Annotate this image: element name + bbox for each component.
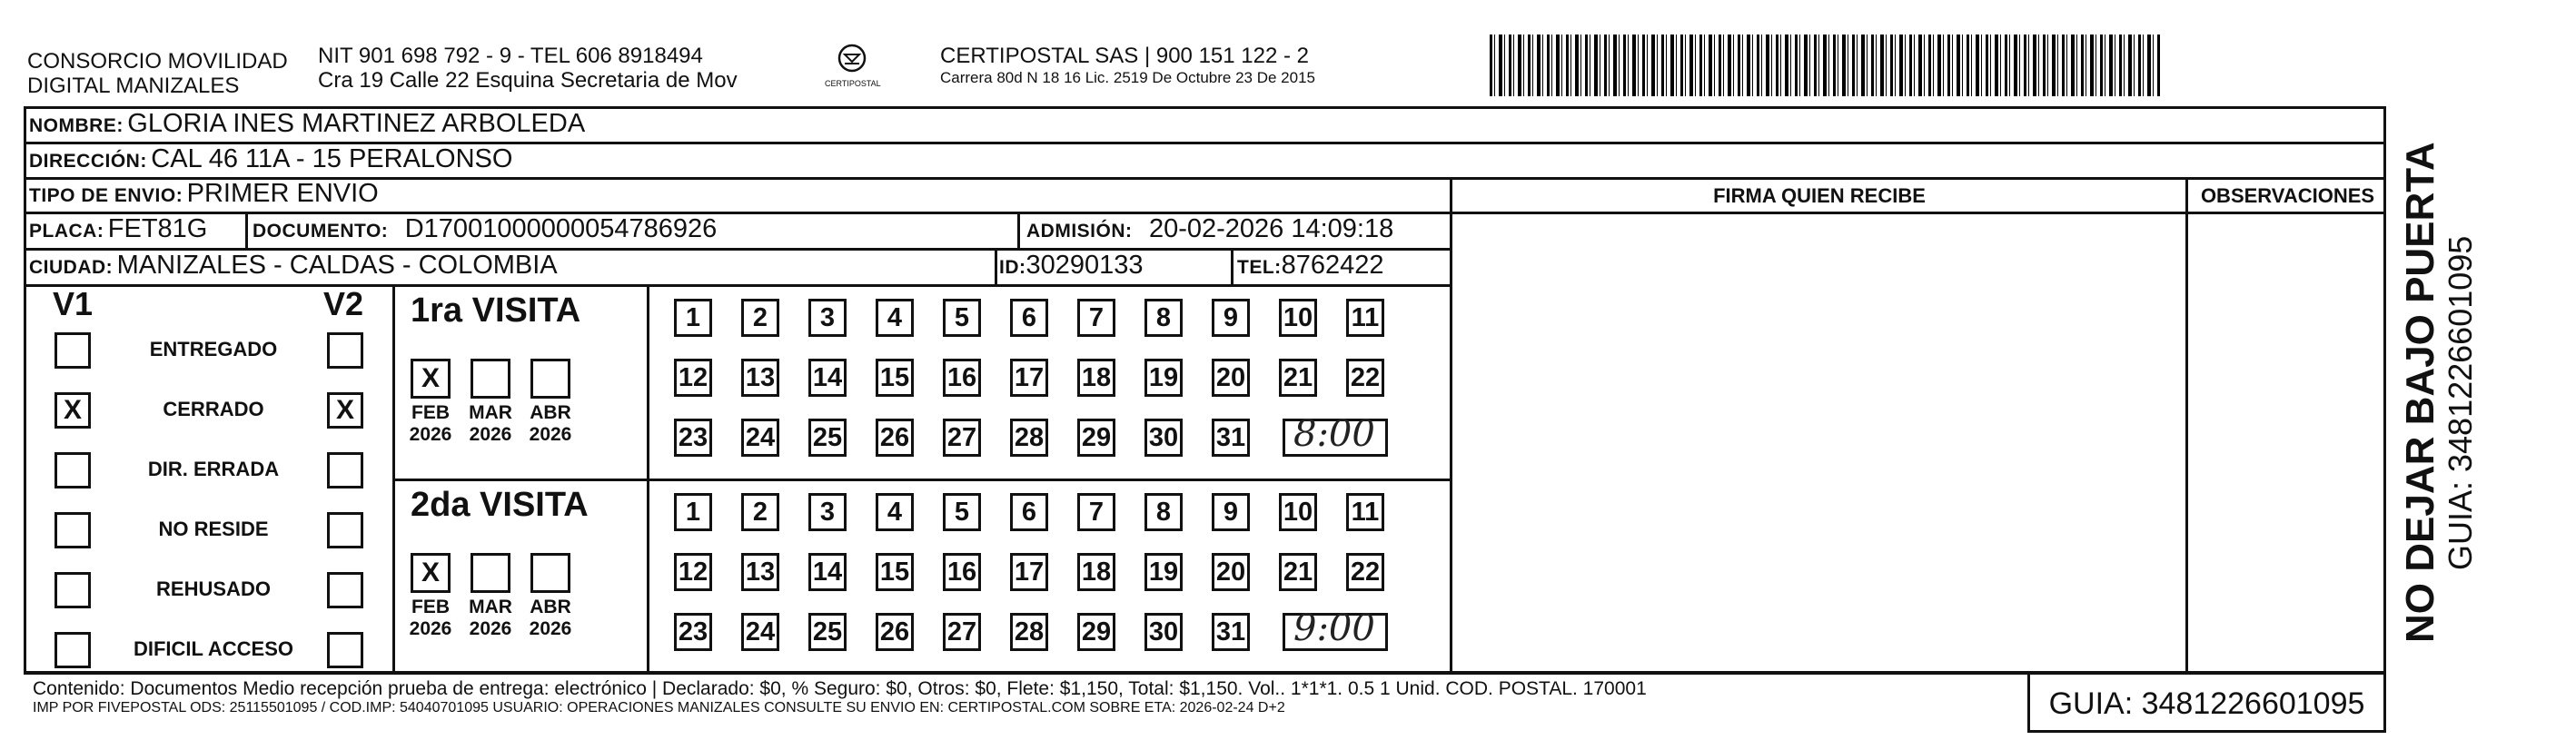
certipostal-logo: [825, 44, 879, 88]
day-box[interactable]: 27: [943, 613, 981, 651]
day-box[interactable]: 28: [1010, 419, 1048, 457]
divider: [1231, 248, 1234, 284]
day-box[interactable]: 20: [1212, 359, 1250, 397]
footer-text: [33, 678, 2013, 716]
day-box[interactable]: 29: [1077, 419, 1115, 457]
nit-line: NIT 901 698 792 - 9 - TEL 606 8918494: [318, 44, 703, 68]
status-label: ENTREGADO: [149, 338, 278, 360]
nombre-label: NOMBRE:: [29, 115, 124, 136]
handwritten-time: 8:00: [1293, 413, 1375, 455]
day-box[interactable]: 31: [1212, 419, 1250, 457]
footer-line1: Contenido: Documentos Medio recepción prueba de entrega: electrónico | Declarado: $0, % Seguro: $0, Otros: $0, Flete: $1,150, Total: $1,150. Vol.. 1*1*1. 0.5 1 Unid. COD. POSTAL. 170001: [33, 678, 1647, 699]
direccion-value: CAL 46 11A - 15 PERALONSO: [151, 144, 513, 173]
side-guia: GUIA: 3481226601095: [2442, 235, 2479, 570]
day-box[interactable]: 7: [1077, 299, 1115, 337]
firma-header: FIRMA QUIEN RECIBE: [1713, 184, 1926, 207]
divider: [2185, 177, 2188, 675]
day-box[interactable]: 28: [1010, 613, 1048, 651]
day-box[interactable]: 23: [674, 419, 712, 457]
day-box[interactable]: 8: [1144, 299, 1183, 337]
day-box[interactable]: 21: [1279, 553, 1317, 591]
day-box[interactable]: 3: [808, 493, 847, 531]
divider: [1450, 177, 1452, 675]
nombre-value: GLORIA INES MARTINEZ ARBOLEDA: [127, 109, 586, 138]
address-line: Cra 19 Calle 22 Esquina Secretaria de Mov: [318, 68, 738, 93]
status-label: REHUSADO: [156, 577, 271, 600]
v1-checkbox[interactable]: [54, 332, 91, 369]
ciudad-field: [29, 251, 558, 281]
divider: [392, 479, 1450, 481]
placa-field: [29, 214, 207, 244]
month-label: FEB: [411, 402, 450, 423]
day-box[interactable]: 4: [876, 299, 914, 337]
org-line2: DIGITAL MANIZALES: [27, 74, 240, 98]
org-name: [27, 49, 288, 98]
v2-checkbox[interactable]: [327, 332, 363, 369]
month-checkbox[interactable]: [471, 553, 510, 593]
side-warning: NO DEJAR BAJO PUERTA: [2398, 142, 2442, 643]
day-box[interactable]: 10: [1279, 299, 1317, 337]
v1-checkbox[interactable]: X: [54, 392, 91, 429]
month-checkbox[interactable]: [530, 553, 570, 593]
day-box[interactable]: 2: [741, 493, 779, 531]
day-box[interactable]: 8: [1144, 493, 1183, 531]
month-label: FEB: [411, 597, 450, 617]
v1-checkbox[interactable]: [54, 512, 91, 548]
day-box[interactable]: 22: [1346, 359, 1384, 397]
day-box[interactable]: 10: [1279, 493, 1317, 531]
day-box[interactable]: 24: [741, 613, 779, 651]
day-box[interactable]: 30: [1144, 613, 1183, 651]
documento-label: DOCUMENTO:: [253, 221, 389, 242]
month-checkbox[interactable]: X: [411, 553, 451, 593]
org-contact: [318, 44, 738, 93]
tipo-row: [29, 179, 379, 209]
day-box[interactable]: 30: [1144, 419, 1183, 457]
day-box[interactable]: 9: [1212, 299, 1250, 337]
id-label: ID:: [999, 257, 1026, 278]
certipostal-logo-icon: [834, 44, 870, 74]
day-box[interactable]: 14: [808, 553, 847, 591]
month-year: 2026: [409, 424, 452, 445]
admision-value: 20-02-2026 14:09:18: [1148, 214, 1394, 243]
day-box[interactable]: 16: [943, 359, 981, 397]
day-box[interactable]: 25: [808, 419, 847, 457]
v1-checkbox[interactable]: [54, 452, 91, 488]
day-box[interactable]: 9: [1212, 493, 1250, 531]
org-line1: CONSORCIO MOVILIDAD: [27, 49, 288, 74]
v2-checkbox[interactable]: [327, 452, 363, 488]
day-box[interactable]: 27: [943, 419, 981, 457]
month-checkbox[interactable]: [471, 359, 510, 399]
month-label: MAR: [469, 597, 512, 617]
day-box[interactable]: 11: [1346, 493, 1384, 531]
day-box[interactable]: 17: [1010, 553, 1048, 591]
day-box[interactable]: 4: [876, 493, 914, 531]
observaciones-header: OBSERVACIONES: [2200, 184, 2375, 207]
day-box[interactable]: 16: [943, 553, 981, 591]
nombre-row: [29, 109, 585, 139]
day-box[interactable]: 1: [674, 299, 712, 337]
divider: [392, 284, 395, 671]
v1-header: V1: [53, 285, 94, 322]
month-year: 2026: [529, 618, 572, 639]
tel-field: [1237, 251, 1384, 281]
day-box[interactable]: 15: [876, 359, 914, 397]
v2-checkbox[interactable]: [327, 632, 363, 668]
divider: [1450, 212, 2386, 214]
divider: [1017, 212, 1020, 248]
tel-label: TEL:: [1237, 257, 1282, 278]
day-box[interactable]: 19: [1144, 553, 1183, 591]
guia-footer: GUIA: 3481226601095: [2048, 686, 2365, 721]
day-box[interactable]: 20: [1212, 553, 1250, 591]
ciudad-value: MANIZALES - CALDAS - COLOMBIA: [116, 251, 558, 280]
direccion-row: [29, 144, 512, 174]
divider: [24, 284, 1450, 287]
visit-title: 2da VISITA: [411, 486, 589, 524]
day-box[interactable]: 19: [1144, 359, 1183, 397]
status-label: CERRADO: [163, 398, 264, 420]
v2-checkbox[interactable]: X: [327, 392, 363, 429]
tipo-value: PRIMER ENVIO: [186, 179, 379, 208]
v2-header: V2: [323, 285, 364, 322]
day-box[interactable]: 15: [876, 553, 914, 591]
v2-checkbox[interactable]: [327, 512, 363, 548]
day-box[interactable]: 26: [876, 419, 914, 457]
v1-checkbox[interactable]: [54, 632, 91, 668]
day-box[interactable]: 14: [808, 359, 847, 397]
certipostal-logo-text: CERTIPOSTAL: [825, 79, 881, 88]
day-box[interactable]: 3: [808, 299, 847, 337]
day-box[interactable]: 17: [1010, 359, 1048, 397]
certi-line1: CERTIPOSTAL SAS | 900 151 122 - 2: [940, 44, 1309, 68]
placa-label: PLACA:: [29, 221, 104, 242]
day-box[interactable]: 5: [943, 299, 981, 337]
documento-value: D17001000000054786926: [404, 214, 718, 243]
month-year: 2026: [529, 424, 572, 445]
day-box[interactable]: 18: [1077, 359, 1115, 397]
id-value: 30290133: [1025, 251, 1144, 280]
divider: [245, 212, 248, 248]
day-box[interactable]: 13: [741, 359, 779, 397]
status-label: DIR. ERRADA: [147, 458, 280, 480]
month-label: ABR: [530, 402, 571, 423]
ciudad-label: CIUDAD:: [29, 257, 114, 278]
direccion-label: DIRECCIÓN:: [29, 151, 147, 172]
day-box[interactable]: 2: [741, 299, 779, 337]
documento-field: [253, 214, 717, 244]
footer-line2: IMP POR FIVEPOSTAL ODS: 25115501095 / COD.IMP: 54040701095 USUARIO: OPERACIONES MANIZALES CONSULTE SU ENVIO EN: CERTIPOSTAL.COM SOBRE ETA: 2026-02-24 D+2: [33, 700, 1285, 715]
day-box[interactable]: 18: [1077, 553, 1115, 591]
day-box[interactable]: 13: [741, 553, 779, 591]
admision-field: [1026, 214, 1393, 244]
barcode: [1490, 35, 2162, 96]
day-box[interactable]: 1: [674, 493, 712, 531]
admision-label: ADMISIÓN:: [1026, 221, 1133, 242]
day-box[interactable]: 23: [674, 613, 712, 651]
status-label: DIFICIL ACCESO: [133, 637, 293, 660]
divider: [647, 284, 649, 671]
divider: [995, 248, 997, 284]
id-field: [999, 251, 1144, 281]
day-box[interactable]: 12: [674, 359, 712, 397]
status-label: NO RESIDE: [158, 518, 269, 540]
day-box[interactable]: 29: [1077, 613, 1115, 651]
month-year: 2026: [409, 618, 452, 639]
month-label: MAR: [469, 402, 512, 423]
day-box[interactable]: 26: [876, 613, 914, 651]
month-checkbox[interactable]: [530, 359, 570, 399]
placa-value: FET81G: [107, 214, 208, 243]
v2-checkbox[interactable]: [327, 572, 363, 608]
month-year: 2026: [469, 618, 512, 639]
certi-line2: Carrera 80d N 18 16 Lic. 2519 De Octubre 23 De 2015: [940, 69, 1315, 86]
day-box[interactable]: 6: [1010, 299, 1048, 337]
month-year: 2026: [469, 424, 512, 445]
day-box[interactable]: 21: [1279, 359, 1317, 397]
month-label: ABR: [530, 597, 571, 617]
visit-title: 1ra VISITA: [411, 291, 581, 330]
day-box[interactable]: 25: [808, 613, 847, 651]
day-box[interactable]: 11: [1346, 299, 1384, 337]
day-box[interactable]: 5: [943, 493, 981, 531]
certipostal-info: [940, 44, 1315, 87]
day-box[interactable]: 12: [674, 553, 712, 591]
day-box[interactable]: 22: [1346, 553, 1384, 591]
day-box[interactable]: 24: [741, 419, 779, 457]
tel-value: 8762422: [1281, 251, 1384, 280]
month-checkbox[interactable]: X: [411, 359, 451, 399]
day-box[interactable]: 6: [1010, 493, 1048, 531]
handwritten-time: 9:00: [1293, 607, 1375, 649]
day-box[interactable]: 31: [1212, 613, 1250, 651]
v1-checkbox[interactable]: [54, 572, 91, 608]
day-box[interactable]: 7: [1077, 493, 1115, 531]
tipo-label: TIPO DE ENVIO:: [29, 185, 183, 206]
